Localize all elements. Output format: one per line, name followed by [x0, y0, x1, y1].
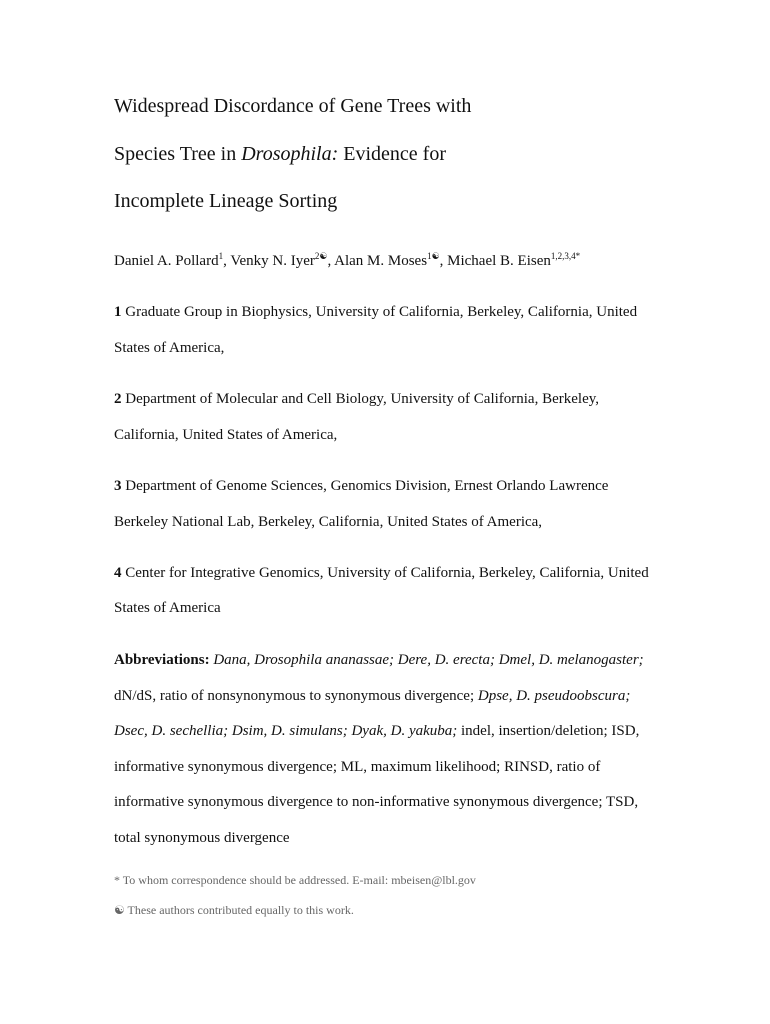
affiliation-4 [114, 563, 649, 583]
title-line-1: Widespread Discordance of Gene Trees with [114, 95, 472, 117]
abbreviations-plain: dN/dS, ratio of nonsynonymous to synonymous divergence; [114, 688, 478, 704]
abbreviations-line-6: total synonymous divergence [114, 830, 290, 846]
author-affiliation-marker: 2☯ [314, 251, 328, 261]
author-affiliation-marker: 1☯ [427, 251, 440, 261]
title-line-3: Incomplete Lineage Sorting [114, 190, 338, 212]
abbreviations-line-3 [114, 721, 639, 741]
affiliation-3-cont: Berkeley National Lab, Berkeley, California, United States of America, [114, 514, 543, 530]
author-separator: , [439, 253, 448, 269]
title-line-2-post: Evidence for [338, 143, 446, 165]
abbreviations-label: Abbreviations: [114, 652, 210, 668]
abbreviations-line-1 [114, 650, 644, 670]
affiliation-number: 3 [114, 478, 122, 494]
author-separator: , [327, 253, 335, 269]
abbreviations-italic: Dpse, D. pseudoobscura; [477, 688, 631, 704]
affiliation-2-cont: California, United States of America, [114, 427, 338, 443]
author-name: Daniel A. Pollard [114, 253, 219, 269]
title-line-2 [114, 142, 446, 166]
affiliation-1 [114, 302, 637, 322]
author-separator: , [223, 253, 231, 269]
affiliation-text: Center for Integrative Genomics, University of California, Berkeley, California, United [121, 565, 649, 581]
author-affiliation-marker: 1 [218, 251, 224, 261]
affiliation-text: Graduate Group in Biophysics, University of California, Berkeley, California, United [121, 304, 638, 320]
abbreviations-line-4: informative synonymous divergence; ML, maximum likelihood; RINSD, ratio of [114, 759, 601, 775]
affiliation-number: 4 [114, 565, 122, 581]
affiliation-4-cont: States of America [114, 600, 221, 616]
affiliation-number: 2 [114, 391, 122, 407]
title-line-2-pre: Species Tree in [114, 143, 242, 165]
affiliation-3 [114, 476, 608, 496]
author-affiliation-marker: 1,2,3,4* [550, 251, 581, 261]
abbreviations-line-5: informative synonymous divergence to non-informative synonymous divergence; TSD, [114, 794, 639, 810]
author-name: Venky N. Iyer [230, 253, 315, 269]
affiliation-1-cont: States of America, [114, 340, 225, 356]
author-name: Michael B. Eisen [447, 253, 551, 269]
author-name: Alan M. Moses [334, 253, 428, 269]
affiliation-text: Department of Genome Sciences, Genomics Division, Ernest Orlando Lawrence [121, 478, 609, 494]
title-genus: Drosophila: [241, 143, 339, 165]
affiliation-number: 1 [114, 304, 122, 320]
equal-contribution-footnote: ☯ These authors contributed equally to this work. [114, 903, 354, 917]
affiliation-2 [114, 389, 599, 409]
abbreviations-italic: Dsec, D. sechellia; Dsim, D. simulans; Dyak, D. yakuba; [114, 723, 458, 739]
correspondence-footnote: * To whom correspondence should be addressed. E-mail: mbeisen@lbl.gov [114, 873, 476, 887]
abbreviations-italic: Dana, Drosophila ananassae; Dere, D. erecta; Dmel, D. melanogaster; [209, 652, 644, 668]
affiliation-text: Department of Molecular and Cell Biology, University of California, Berkeley, [121, 391, 600, 407]
author-list [114, 251, 580, 271]
abbreviations-plain: indel, insertion/deletion; ISD, [457, 723, 640, 739]
abbreviations-line-2 [114, 686, 630, 706]
